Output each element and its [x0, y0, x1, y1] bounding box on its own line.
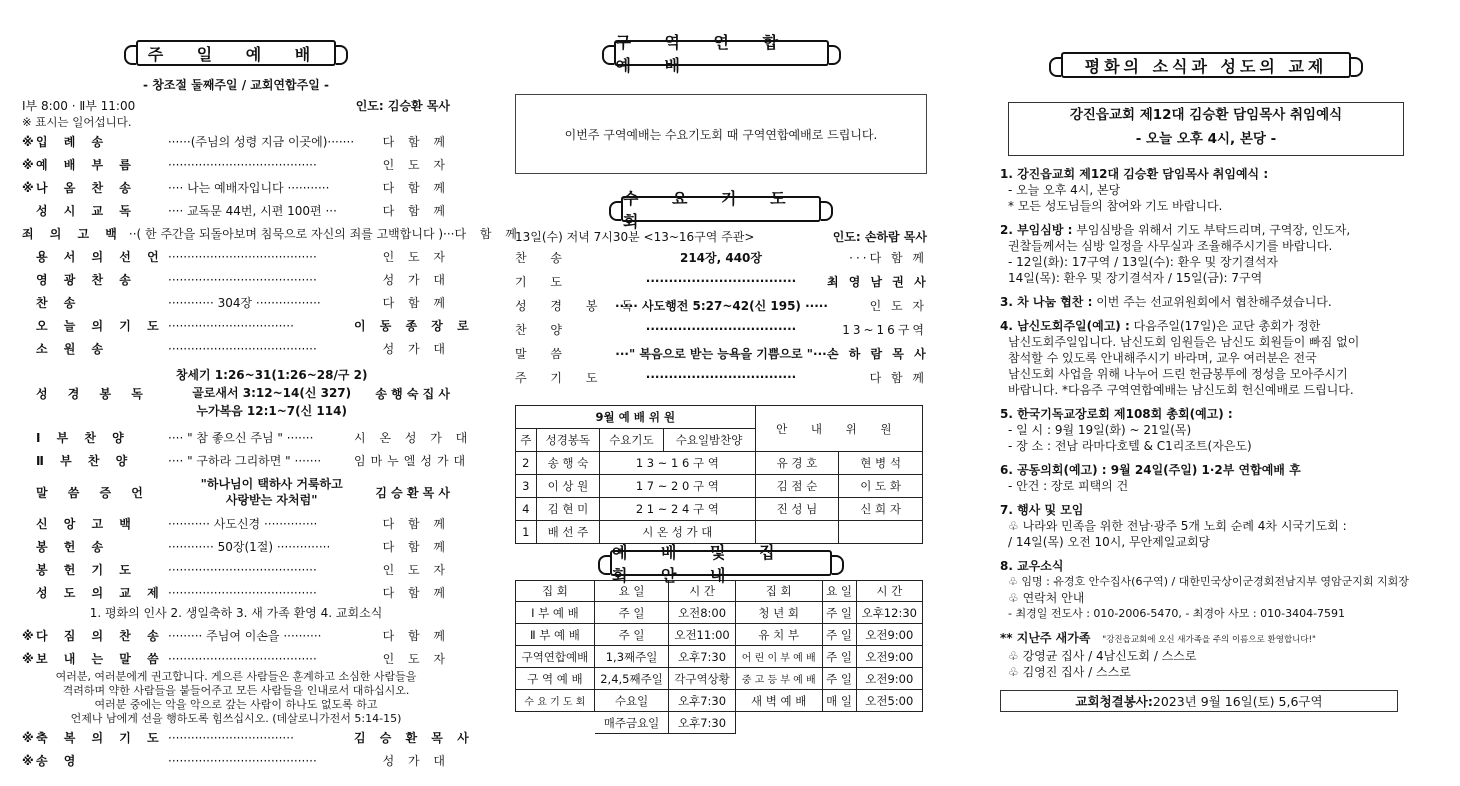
- sunday-service-column: [22, 0, 522, 772]
- meetings-table: [515, 580, 923, 734]
- meet-row: [516, 646, 923, 668]
- new-family-line: ♧ 김영진 집사 / 스스로: [1008, 665, 1131, 679]
- order-label: 신 앙 고 백: [36, 517, 137, 531]
- service-times: Ⅰ부 8:00 · Ⅱ부 11:00: [22, 99, 136, 113]
- order-label: Ⅱ 부 찬 양: [36, 454, 134, 468]
- order-detail: ······(주님의 성령 지금 이곳에)·······: [167, 135, 355, 149]
- duty-usher: 현 병 석: [839, 452, 923, 475]
- new-family-note: "강진읍교회에 오신 새가족을 주의 이름으로 환영합니다!": [1102, 635, 1316, 645]
- district-notice-box: 이번주 구역예배는 수요기도회 때 구역연합예배로 드립니다.: [515, 94, 927, 174]
- meet-cell: 오후7:30: [669, 690, 736, 712]
- order-label: 말 씀 증 언: [36, 485, 151, 500]
- meet-cell: 오전8:00: [669, 602, 736, 624]
- order-of-service-2: [22, 426, 473, 472]
- news-item: [1000, 294, 1412, 310]
- meet-cell: 구역연합예배: [516, 646, 595, 668]
- duty-week: 1: [516, 521, 537, 544]
- news-item: [1000, 222, 1412, 286]
- prayer-who: ···다 함 께: [849, 250, 927, 265]
- news-line: 바랍니다. *다음주 구역연합예배는 남신도회 헌신예배로 드립니다.: [1008, 383, 1354, 397]
- order-label: 봉 헌 송: [36, 540, 110, 554]
- order-who: 성 가 대: [382, 273, 450, 287]
- duty-usher: 신 희 자: [839, 498, 923, 521]
- meet-cell: [516, 712, 595, 734]
- order-who: 송 행 숙 집 사: [375, 386, 450, 401]
- news-item: [1000, 502, 1412, 550]
- news-line: - 안건 : 장로 피택의 건: [1008, 479, 1129, 493]
- order-mark: ※: [22, 134, 34, 149]
- meet-cell: 주 일: [594, 602, 668, 624]
- order-who: 임마누엘성가대: [354, 454, 471, 468]
- meet-cell: 1,3째주일: [594, 646, 668, 668]
- prayer-who: 인 도 자: [869, 298, 927, 313]
- news-line: 참석할 수 있도록 안내해주시기 바라며, 교우 여러분은 전국: [1008, 351, 1317, 365]
- duty-reader: 배 선 주: [536, 521, 599, 544]
- order-row: [22, 581, 450, 604]
- news-line: - 최경일 전도사 : 010-2006-5470, - 최경아 사모 : 010-3404-7591: [1008, 607, 1346, 620]
- order-of-service: [22, 130, 522, 360]
- news-heading-bold: 4. 남신도회주일(예고) :: [1000, 319, 1130, 333]
- meet-cell: 오전5:00: [856, 690, 922, 712]
- news-list: [1000, 166, 1412, 622]
- order-who: 다 함 께: [382, 181, 450, 195]
- meet-cell: 수 요 기 도 회: [516, 690, 595, 712]
- order-detail: ··( 한 주간을 되돌아보며 침묵으로 자신의 죄를 고백합니다 )···: [128, 227, 455, 241]
- prayer-detail: ····· 사도행전 5:27~42(신 195) ·····: [615, 298, 828, 313]
- duty-header: 성경봉독: [536, 429, 599, 452]
- meet-row: [516, 624, 923, 646]
- order-label: 송 영: [36, 754, 82, 768]
- duty-usher: 김 점 순: [755, 475, 839, 498]
- order-detail: ·································: [168, 318, 294, 333]
- order-who: 김 승 환 목 사: [354, 731, 474, 745]
- order-who: 시 온 성 가 대: [354, 431, 473, 445]
- order-who: 성 가 대: [382, 754, 450, 768]
- sending-line: 언제나 남에게 선을 행하도록 힘쓰십시오. (데살로니가전서 5:14-15): [70, 712, 402, 725]
- prayer-order: [515, 245, 927, 389]
- prayer-who: 13~16구역: [842, 322, 927, 337]
- meet-cell: 2,4,5째주일: [594, 668, 668, 690]
- prayer-row: [515, 269, 927, 293]
- installation-box: [1008, 102, 1404, 156]
- order-row: [22, 245, 450, 268]
- meet-header: 요 일: [822, 581, 856, 602]
- scripture-line: 창세기 1:26~31(1:26~28/구 2): [175, 368, 368, 382]
- news-line: - 12일(화): 17구역 / 13일(수): 환우 및 장기결석자: [1008, 255, 1278, 269]
- district-service-column: [515, 0, 927, 734]
- duty-row: [516, 498, 923, 521]
- meet-header: 집 회: [735, 581, 822, 602]
- meet-cell: [735, 712, 822, 734]
- order-detail: ········· 주님여 이손을 ··········: [168, 629, 322, 643]
- order-row: [22, 314, 474, 337]
- order-label: 오 늘 의 기 도: [36, 319, 165, 333]
- duty-table: [515, 405, 923, 544]
- order-detail: ···· 나는 예배자입니다 ···········: [168, 181, 330, 195]
- order-detail: ·······································: [168, 562, 317, 577]
- duty-title-row: [516, 406, 923, 429]
- duty-header: 수요기도: [600, 429, 663, 452]
- order-row: [22, 426, 473, 449]
- duty-week: 2: [516, 452, 537, 475]
- news-heading-bold: 3. 차 나눔 협찬 :: [1000, 295, 1093, 309]
- fellowship-items: 1. 평화의 인사 2. 생일축하 3. 새 가족 환영 4. 교회소식: [89, 606, 383, 620]
- meet-cell: 매 일: [822, 690, 856, 712]
- installation-time: - 오늘 오후 4시, 본당 -: [1135, 131, 1277, 147]
- order-detail: ·······································: [168, 651, 317, 666]
- order-row: [22, 512, 450, 535]
- order-row: [22, 153, 450, 176]
- wednesday-prayer-banner: 수 요 기 도 회: [621, 196, 821, 222]
- duty-prayer: 2 1 ~ 2 4 구 역: [600, 498, 755, 521]
- news-line: ♧ 임명 : 유경호 안수집사(6구역) / 대한민국상이군경회전남지부 영암군지회 지회장: [1008, 575, 1409, 588]
- news-line: ♧ 나라와 민족을 위한 전남·광주 5개 노회 순례 4차 시국기도회 :: [1008, 519, 1347, 533]
- order-label: 축 복 의 기 도: [36, 731, 165, 745]
- duty-week: 4: [516, 498, 537, 521]
- duty-prayer: 1 3 ~ 1 6 구 역: [600, 452, 755, 475]
- service-times-row: [22, 97, 450, 114]
- cleaning-date: 2023년 9월 16일(토) 5,6구역: [1152, 694, 1323, 709]
- order-who: 다 함 께: [382, 517, 450, 531]
- order-detail: ············ 50장(1절) ··············: [168, 540, 331, 554]
- prayer-label: 말 씀: [515, 346, 572, 361]
- order-detail: ···· " 참 좋으신 주님 " ·······: [168, 431, 314, 445]
- meet-cell: 주 일: [822, 646, 856, 668]
- news-column: [1000, 0, 1412, 712]
- meet-cell: 오전11:00: [669, 624, 736, 646]
- news-heading-bold: 5. 한국기독교장로회 제108회 총회(예고) :: [1000, 407, 1233, 421]
- order-row: [22, 726, 474, 749]
- meet-row: [516, 712, 923, 734]
- meet-cell: 새 벽 예 배: [735, 690, 822, 712]
- prayer-label: 찬 송: [515, 250, 572, 265]
- prayer-detail: ·································: [645, 274, 797, 288]
- prayer-label: 찬 양: [515, 322, 572, 337]
- meet-cell: 주 일: [822, 668, 856, 690]
- meet-header: 집 회: [516, 581, 595, 602]
- order-who: 인 도 자: [382, 158, 450, 172]
- duty-row: [516, 475, 923, 498]
- news-item: [1000, 462, 1412, 494]
- news-heading: [1000, 406, 1412, 422]
- standing-note: ※ 표시는 일어섭니다.: [22, 115, 132, 129]
- prayer-row: [515, 293, 927, 317]
- order-detail: ·······································: [168, 585, 317, 600]
- meet-cell: 오전9:00: [856, 668, 922, 690]
- news-heading: [1000, 166, 1412, 182]
- service-leader: 인도: 김승환 목사: [355, 99, 450, 113]
- order-label: 용 서 의 선 언: [36, 250, 165, 264]
- prayer-detail: ·································: [645, 370, 797, 384]
- news-line: ♧ 연락처 안내: [1008, 591, 1085, 605]
- prayer-row: [515, 317, 927, 341]
- news-heading-bold: 6. 공동의회(예고) : 9월 24일(주일) 1·2부 연합예배 후: [1000, 463, 1301, 477]
- duty-reader: 송 행 숙: [536, 452, 599, 475]
- news-heading-text: 다음주일(17일)은 교단 총회가 정한: [1129, 319, 1321, 333]
- order-who: 다 함 께: [382, 204, 450, 218]
- order-row: [22, 337, 450, 360]
- order-label: 성 시 교 독: [36, 204, 137, 218]
- order-label: 다 짐 의 찬 송: [36, 629, 165, 643]
- news-heading-bold: 1. 강진읍교회 제12대 김승환 담임목사 취임예식 :: [1000, 167, 1269, 181]
- order-detail: ·······································: [168, 753, 317, 768]
- news-heading-bold: 7. 행사 및 모임: [1000, 503, 1084, 517]
- meet-header: 시 간: [669, 581, 736, 602]
- scripture-line: 골로새서 3:12~14(신 327): [192, 386, 352, 400]
- meet-cell: Ⅱ 부 예 배: [516, 624, 595, 646]
- order-label: 소 원 송: [36, 342, 110, 356]
- prayer-who: 손 하 람 목 사: [827, 346, 929, 361]
- prayer-label: 성 경 봉 독: [515, 298, 643, 313]
- order-detail: ·······································: [168, 272, 317, 287]
- prayer-head: 13일(수) 저녁 7시30분 <13~16구역 주관>: [515, 230, 755, 244]
- meet-cell: 오후7:30: [669, 712, 736, 734]
- order-label: 죄 의 고 백: [22, 227, 123, 241]
- duty-header: 주: [516, 429, 537, 452]
- duty-title: 9월 예 배 위 원: [516, 406, 756, 429]
- order-of-service-5: [22, 726, 474, 772]
- order-label: 예 배 부 름: [36, 158, 137, 172]
- news-line: 남신도회주일입니다. 남신도회 임원들은 남신도 회원들이 빠짐 없이: [1008, 335, 1360, 349]
- meet-cell: 어 린 이 부 예 배: [735, 646, 822, 668]
- news-heading-text: 부임심방을 위해서 기도 부탁드리며, 구역장, 인도자,: [1072, 223, 1351, 237]
- news-heading: [1000, 558, 1412, 574]
- sermon-line: 사랑받는 자처럼": [225, 493, 318, 507]
- order-row: [22, 222, 522, 245]
- scripture-passages: [168, 366, 375, 420]
- order-row: [22, 449, 471, 472]
- order-row: [22, 268, 450, 291]
- prayer-who: 최 영 남 권 사: [827, 274, 929, 289]
- sunday-service-banner: 주 일 예 배: [136, 40, 336, 66]
- order-detail: ·································: [168, 730, 294, 745]
- cleaning-label: 교회청결봉사:: [1075, 694, 1153, 709]
- order-label: 보 내 는 말 씀: [36, 652, 165, 666]
- order-mark: ※: [22, 730, 34, 745]
- prayer-who: 다 함 께: [869, 370, 927, 385]
- duty-usher-head: 안 내 위 원: [755, 406, 922, 452]
- order-detail: ···· " 구하라 그리하면 " ·······: [168, 454, 322, 468]
- news-item: [1000, 166, 1412, 214]
- meet-cell: Ⅰ 부 예 배: [516, 602, 595, 624]
- news-heading-bold: 8. 교우소식: [1000, 559, 1064, 573]
- news-heading: [1000, 222, 1412, 238]
- order-row: [22, 558, 450, 581]
- order-who: 다 함 께: [382, 629, 450, 643]
- duty-week: 3: [516, 475, 537, 498]
- sermon-title: [168, 476, 375, 508]
- meet-cell: [856, 712, 922, 734]
- meet-header: 요 일: [594, 581, 668, 602]
- meet-cell: 구 역 예 배: [516, 668, 595, 690]
- order-of-service-4: [22, 624, 450, 670]
- news-line: / 14일(목) 오전 10시, 무안제일교회당: [1008, 535, 1211, 549]
- news-heading: [1000, 318, 1412, 334]
- prayer-label: 주 기 도: [515, 370, 608, 385]
- news-line: - 장 소 : 전남 라마다호텔 & C1리조트(자은도): [1008, 439, 1252, 453]
- order-who: 다 함 께: [382, 296, 450, 310]
- meet-cell: 주 일: [822, 624, 856, 646]
- order-who: 다 함 께: [382, 135, 450, 149]
- order-who: 다 함 께: [454, 227, 522, 241]
- meet-cell: 중 고 등 부 예 배: [735, 668, 822, 690]
- order-row: [22, 535, 450, 558]
- order-who: 다 함 께: [382, 586, 450, 600]
- order-detail: ···· 교독문 44번, 시편 100편 ···: [168, 204, 337, 218]
- order-mark: ※: [22, 180, 34, 195]
- order-who: 다 함 께: [382, 540, 450, 554]
- prayer-row: [515, 365, 927, 389]
- order-detail: ··········· 사도신경 ··············: [168, 517, 318, 531]
- meet-cell: 유 치 부: [735, 624, 822, 646]
- duty-header: 수요일밤찬양: [663, 429, 755, 452]
- prayer-row: [515, 245, 927, 269]
- meet-cell: 오후12:30: [856, 602, 922, 624]
- news-line: 남신도회 사업을 위해 나누어 드린 헌금봉투에 정성을 모아주시기: [1008, 367, 1348, 381]
- prayer-row: [515, 341, 927, 365]
- district-service-banner: 구 역 연 합 예 배: [614, 40, 829, 66]
- order-of-service-3: [22, 512, 450, 604]
- meet-row: [516, 602, 923, 624]
- new-family-heading: ** 지난주 새가족: [1000, 631, 1091, 645]
- duty-reader: 이 상 원: [536, 475, 599, 498]
- duty-usher: [839, 521, 923, 544]
- news-line: 권찰들께서는 심방 일정을 사무실과 조율해주시기를 바랍니다.: [1008, 239, 1333, 253]
- order-label: 성 경 봉 독: [36, 386, 151, 401]
- order-row: [22, 624, 450, 647]
- meet-cell: 오후7:30: [669, 646, 736, 668]
- order-label: 입 례 송: [35, 135, 110, 149]
- news-line: - 오늘 오후 4시, 본당: [1008, 183, 1121, 197]
- meetings-banner: 예 배 및 집 회 안 내: [610, 550, 832, 576]
- meet-cell: 오전9:00: [856, 624, 922, 646]
- prayer-label: 기 도: [515, 274, 572, 289]
- new-family-line: ♧ 강영균 집사 / 4남신도회 / 스스로: [1008, 649, 1197, 663]
- news-heading-text: 이번 주는 선교위원회에서 협찬해주셨습니다.: [1092, 295, 1332, 309]
- news-heading: [1000, 294, 1412, 310]
- prayer-detail: ···" 복음으로 받는 능욕을 기쁨으로 "···: [615, 346, 827, 361]
- order-row: [22, 291, 450, 314]
- order-detail: ·······································: [168, 249, 317, 264]
- news-item: [1000, 558, 1412, 622]
- order-who: 성 가 대: [382, 342, 450, 356]
- news-heading-bold: 2. 부임심방 :: [1000, 223, 1073, 237]
- order-row: [22, 130, 450, 153]
- meet-cell: 청 년 회: [735, 602, 822, 624]
- order-label: 봉 헌 기 도: [36, 563, 137, 577]
- order-mark: ※: [22, 753, 34, 768]
- order-mark: ※: [22, 628, 34, 643]
- news-heading: [1000, 462, 1412, 478]
- cleaning-box: [1000, 690, 1398, 712]
- scripture-line: 누가복음 12:1~7(신 114): [196, 404, 347, 418]
- order-label: 찬 송: [36, 296, 82, 310]
- duty-prayer: 1 7 ~ 2 0 구 역: [600, 475, 755, 498]
- order-row: [22, 176, 450, 199]
- order-who: 인 도 자: [382, 250, 450, 264]
- order-row: [22, 749, 450, 772]
- order-mark: ※: [22, 651, 34, 666]
- duty-usher: 진 성 님: [755, 498, 839, 521]
- order-who: 인 도 자: [382, 563, 450, 577]
- news-item: [1000, 406, 1412, 454]
- sending-line: 격려하며 약한 사람들을 붙들어주고 모든 사람들을 인내로서 대하십시오.: [62, 684, 410, 697]
- meet-cell: 매주금요일: [594, 712, 668, 734]
- service-subtitle: - 창조절 둘째주일 / 교회연합주일 -: [143, 78, 329, 92]
- prayer-leader: 인도: 손하람 목사: [832, 230, 927, 244]
- order-detail: ············ 304장 ·················: [168, 296, 321, 310]
- duty-reader: 김 현 미: [536, 498, 599, 521]
- order-who: 김 승 환 목 사: [375, 485, 450, 500]
- news-line: - 일 시 : 9월 19일(화) ~ 21일(목): [1008, 423, 1192, 437]
- sermon-line: "하나님이 택하사 거룩하고: [200, 477, 343, 491]
- meet-cell: [822, 712, 856, 734]
- meet-header: 시 간: [856, 581, 922, 602]
- installation-title: 강진읍교회 제12대 김승환 담임목사 취임예식: [1069, 107, 1343, 123]
- duty-usher: 유 경 호: [755, 452, 839, 475]
- order-label: 성 도 의 교 제: [36, 586, 165, 600]
- meet-row: [516, 690, 923, 712]
- meet-cell: 주 일: [822, 602, 856, 624]
- news-heading: [1000, 502, 1412, 518]
- order-row: [22, 647, 450, 670]
- order-mark: ※: [22, 157, 34, 172]
- order-label: Ⅰ 부 찬 양: [36, 431, 130, 445]
- order-who: 이 동 종 장 로: [354, 319, 474, 333]
- sending-line: 여러분, 여러분에게 권고합니다. 게으른 사람들은 훈계하고 소심한 사람들을: [55, 670, 417, 683]
- meet-cell: 오전9:00: [856, 646, 922, 668]
- meet-row: [516, 668, 923, 690]
- meet-cell: 각구역상황: [669, 668, 736, 690]
- duty-row: [516, 452, 923, 475]
- order-who: 인 도 자: [382, 652, 450, 666]
- sermon-row: [22, 472, 450, 512]
- order-label: 영 광 찬 송: [36, 273, 137, 287]
- prayer-detail: 214장, 440장: [679, 250, 763, 265]
- sending-words: [22, 670, 450, 726]
- order-detail: ·······································: [168, 157, 317, 172]
- sending-line: 여러분 중에는 악을 악으로 갚는 사람이 하나도 없도록 하고: [94, 698, 378, 711]
- order-label: 나 옴 찬 송: [36, 181, 137, 195]
- duty-usher: 이 도 화: [839, 475, 923, 498]
- meet-cell: 수요일: [594, 690, 668, 712]
- prayer-detail: ·································: [645, 322, 797, 336]
- order-detail: ·······································: [168, 341, 317, 356]
- news-banner: 평화의 소식과 성도의 교제: [1061, 52, 1351, 78]
- news-line: 14일(목): 환우 및 장기결석자 / 15일(금): 7구역: [1008, 271, 1263, 285]
- duty-prayer: 시 온 성 가 대: [600, 521, 755, 544]
- meet-cell: 주 일: [594, 624, 668, 646]
- news-line: * 모든 성도님들의 참여와 기도 바랍니다.: [1008, 199, 1223, 213]
- scripture-reading-row: [22, 360, 450, 426]
- new-family-section: [1000, 630, 1412, 680]
- order-row: [22, 199, 450, 222]
- news-item: [1000, 318, 1412, 398]
